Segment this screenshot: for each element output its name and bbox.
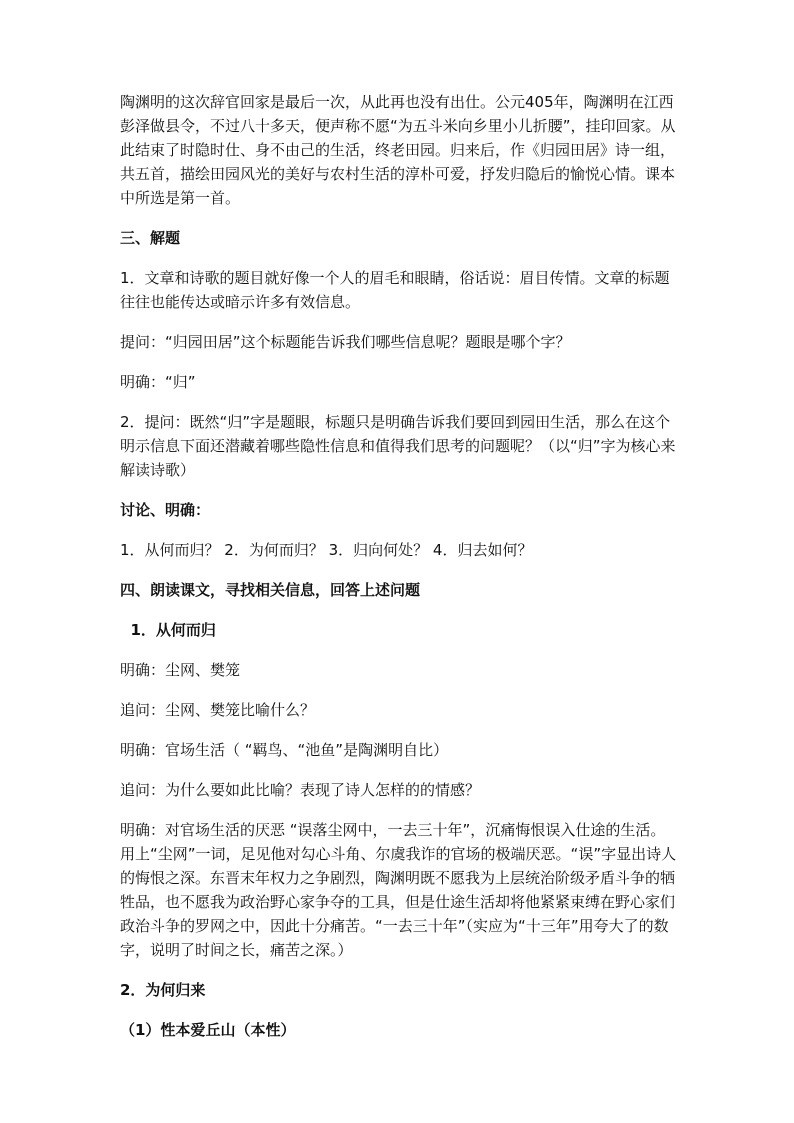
paragraph-followup-1: 追问：尘网、樊笼比喻什么？ (120, 701, 316, 719)
paragraph-question-list: 1．从何而归？ 2．为何而归？ 3．归向何处？ 4．归去如何？ (120, 541, 533, 559)
paragraph-answer-1: 明确：“归” (120, 373, 196, 391)
subheading-1: 1．从何而归 (120, 621, 216, 639)
heading-section-4: 四、朗读课文，寻找相关信息，回答上述问题 (120, 581, 421, 599)
paragraph-answer-4: 明确：对官场生活的厌恶 “误落尘网中，一去三十年”，沉痛悔恨误入仕途的生活。用上“尘网”一词，足见他对勾心斗角、尔虞我诈的官场的极端厌恶。“误”字显出诗人的悔恨之深。东晋末年权力之争剧烈，陶渊明既不愿我为上层统治阶级矛盾斗争的牺牲品，也不愿我为政治野心家争夺的工具，但是仕途生活却将他紧紧束缚在野心家们政治斗争的罗网之中，因此十分痛苦。“一去三十年”（实应为“十三年”用夸大了的数字，说明了时间之长，痛苦之深。） (120, 821, 677, 959)
paragraph-question-2: 2．提问：既然“归”字是题眼，标题只是明确告诉我们要回到园田生活，那么在这个明示信息下面还潜藏着哪些隐性信息和值得我们思考的问题呢？（以“归”字为核心来解读诗歌） (120, 413, 676, 479)
paragraph-answer-3: 明确：官场生活（ “羁鸟、“池鱼”是陶渊明自比） (120, 741, 449, 759)
paragraph-question-1: 提问：“归园田居”这个标题能告诉我们哪些信息呢？题眼是哪个字？ (120, 333, 571, 351)
paragraph-followup-2: 追问：为什么要如此比喻？表现了诗人怎样的的情感？ (120, 781, 481, 799)
paragraph-intro: 陶渊明的这次辞官回家是最后一次，从此再也没有出仕。公元405年，陶渊明在江西彭泽做县令，不过八十多天，便声称不愿“为五斗米向乡里小儿折腰”，挂印回家。从此结束了时隐时仕、身不由己的生活，终老田园。归来后，作《归园田居》诗一组，共五首，描绘田园风光的美好与农村生活的淳朴可爱，抒发归隐后的愉悦心情。课本中所选是第一首。 (120, 93, 676, 207)
paragraph-answer-2: 明确：尘网、樊笼 (120, 661, 241, 679)
heading-discussion: 讨论、明确： (120, 501, 211, 519)
subheading-2-1: （1）性本爱丘山（本性） (120, 1021, 296, 1039)
document-page (120, 90, 680, 1042)
paragraph-title-explain: 1．文章和诗歌的题目就好像一个人的眉毛和眼睛，俗话说：眉目传情。文章的标题往往也能传达或暗示许多有效信息。 (120, 269, 670, 311)
heading-section-3: 三、解题 (120, 229, 181, 247)
subheading-2: 2．为何归来 (120, 981, 206, 999)
